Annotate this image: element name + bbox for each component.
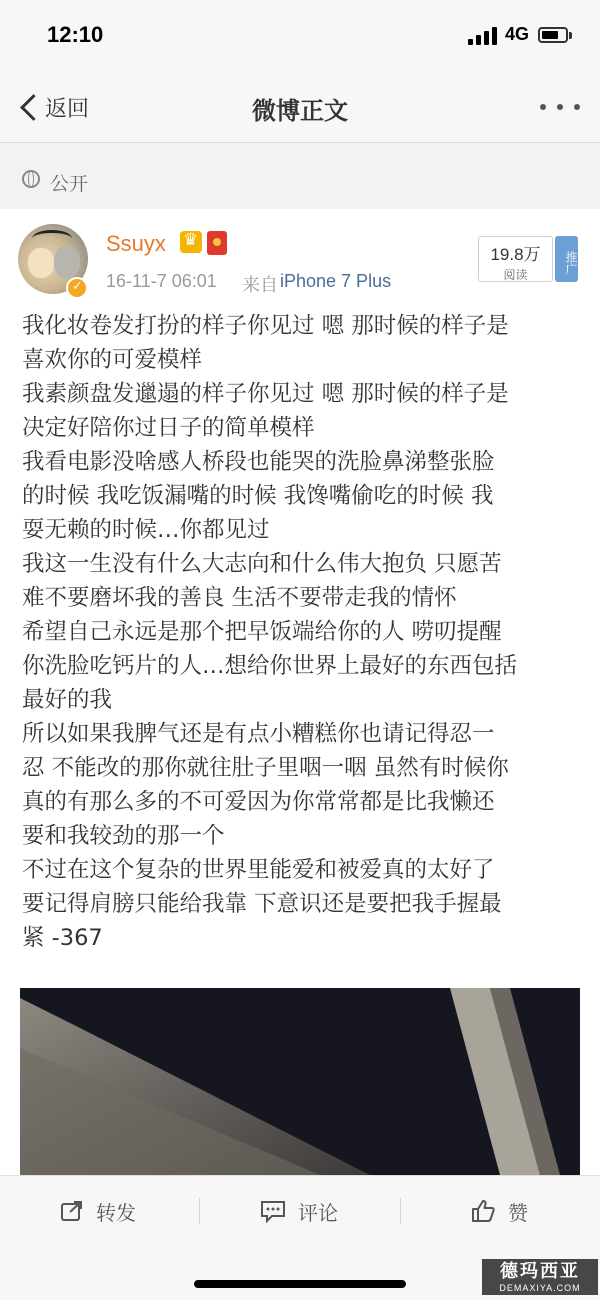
watermark-sub: DEMAXIYA.COM xyxy=(499,1283,581,1293)
source-prefix: 来自 xyxy=(242,275,278,296)
source-device-link[interactable]: iPhone 7 Plus xyxy=(280,271,392,291)
comment-button[interactable] xyxy=(260,1196,338,1226)
post-text-line: 我看电影没啥感人桥段也能哭的洗脸鼻涕整张脸 xyxy=(22,449,495,475)
more-dot-icon xyxy=(557,104,563,110)
status-bar xyxy=(0,0,600,72)
red-packet-icon[interactable] xyxy=(207,231,227,255)
nav-bar xyxy=(0,72,600,143)
like-button[interactable] xyxy=(470,1196,528,1226)
post-text-line: 要和我较劲的那一个 xyxy=(22,823,225,849)
post-image[interactable] xyxy=(20,988,580,1175)
post-text-line: 你洗脸吃钙片的人…想给你世界上最好的东西包括 xyxy=(22,653,518,679)
divider xyxy=(199,1198,200,1224)
post-text-line: 我化妆卷发打扮的样子你见过 嗯 那时候的样子是 xyxy=(22,313,509,339)
comment-label: 评论 xyxy=(298,1200,338,1225)
post-text-line: 真的有那么多的不可爱因为你常常都是比我懒还 xyxy=(22,789,495,815)
post-text-line: 最好的我 xyxy=(22,687,113,713)
visibility-label: 公开 xyxy=(50,173,89,195)
post-text-line: 难不要磨坏我的善良 生活不要带走我的情怀 xyxy=(22,585,457,611)
thumbs-up-icon xyxy=(470,1198,496,1224)
post-text-line: 忍 不能改的那你就往肚子里咽一咽 虽然有时候你 xyxy=(22,755,509,781)
read-label: 阅读 xyxy=(503,268,528,282)
home-indicator[interactable] xyxy=(194,1280,406,1288)
post-image-graphic xyxy=(20,988,580,1175)
repost-icon xyxy=(60,1199,84,1223)
post-text-line: 我这一生没有什么大志向和什么伟大抱负 只愿苦 xyxy=(22,551,502,577)
globe-icon xyxy=(22,170,40,188)
post-text-line: 所以如果我脾气还是有点小糟糕你也请记得忍一 xyxy=(22,721,495,747)
promote-button[interactable]: 推广 xyxy=(555,236,578,282)
post-text-line: 不过在这个复杂的世界里能爱和被爱真的太好了 xyxy=(22,857,495,883)
comment-icon xyxy=(260,1199,286,1223)
repost-button[interactable] xyxy=(60,1196,136,1226)
avatar-ear-shape xyxy=(32,230,72,247)
visibility-row xyxy=(0,153,600,209)
post-text-line: 希望自己永远是那个把早饭端给你的人 唠叨提醒 xyxy=(22,619,502,645)
post-card xyxy=(0,209,600,1175)
read-count: 19.8万 xyxy=(490,245,541,264)
divider xyxy=(400,1198,401,1224)
post-text-line: 要记得肩膀只能给我靠 下意识还是要把我手握最 xyxy=(22,891,502,917)
like-label: 赞 xyxy=(508,1200,528,1225)
battery-tip xyxy=(569,32,572,39)
action-bar xyxy=(0,1175,600,1300)
repost-label: 转发 xyxy=(96,1200,136,1225)
post-text-line: 决定好陪你过日子的简单模样 xyxy=(22,415,315,441)
page-title: 微博正文 xyxy=(252,97,348,125)
verified-icon xyxy=(66,277,88,299)
avatar-dog-shape xyxy=(28,248,54,278)
read-count-box xyxy=(478,236,553,282)
back-label: 返回 xyxy=(45,96,90,122)
status-time: 12:10 xyxy=(47,22,104,47)
more-dot-icon xyxy=(574,104,580,110)
post-text-line: 耍无赖的时候…你都见过 xyxy=(22,517,270,543)
post-text-line: 的时候 我吃饭漏嘴的时候 我馋嘴偷吃的时候 我 xyxy=(22,483,494,509)
watermark-main: 德玛西亚 xyxy=(500,1261,580,1282)
post-text-line: 我素颜盘发邋遢的样子你见过 嗯 那时候的样子是 xyxy=(22,381,509,407)
post-text xyxy=(22,309,582,955)
more-dot-icon xyxy=(540,104,546,110)
network-type: 4G xyxy=(505,24,530,44)
watermark-logo xyxy=(482,1259,598,1295)
username[interactable]: Ssuyx xyxy=(106,231,166,256)
post-text-line: 喜欢你的可爱模样 xyxy=(22,347,203,373)
vip-crown-icon[interactable] xyxy=(180,231,202,253)
more-options-button[interactable] xyxy=(540,104,580,112)
signal-icon xyxy=(468,27,498,45)
battery-icon xyxy=(538,27,568,43)
avatar-dog-shape xyxy=(54,246,80,278)
post-timestamp: 16-11-7 06:01 xyxy=(106,271,217,291)
post-text-line: 紧 -367 xyxy=(22,925,103,951)
